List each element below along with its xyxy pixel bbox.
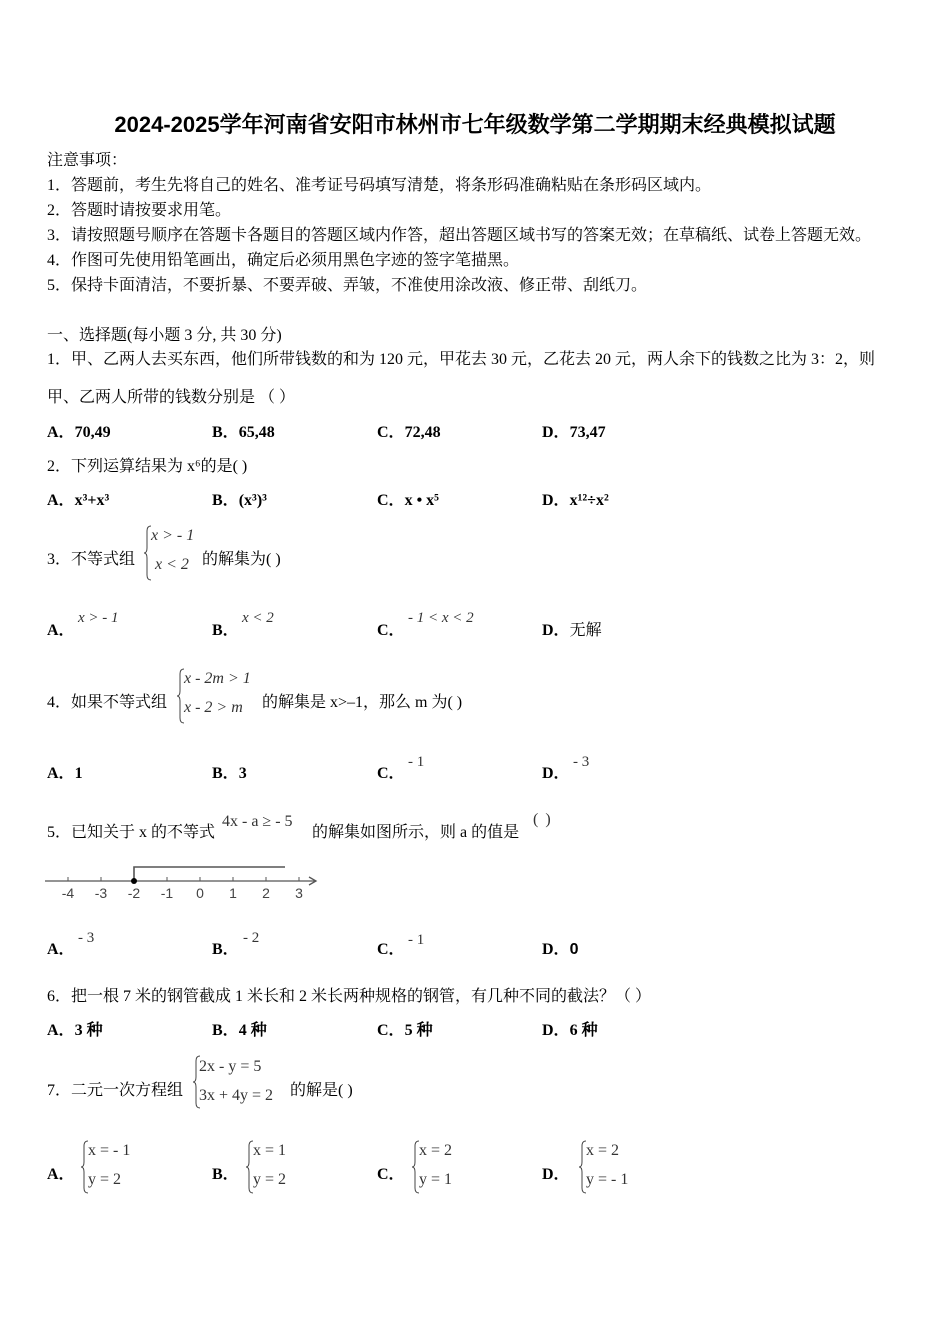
option-label: D． xyxy=(542,622,570,639)
q5-inequality: 4x - a ≥ - 5 xyxy=(222,813,293,830)
q7-option-a-line1: x = - 1 xyxy=(88,1142,131,1159)
q7-option-a-label: A． xyxy=(47,1166,75,1183)
q4-system-line2: x - 2 > m xyxy=(184,699,243,716)
q5-option-b-value: - 2 xyxy=(243,930,260,946)
q7-option-c-line2: y = 1 xyxy=(419,1171,453,1188)
number-line-tick-label: 2 xyxy=(262,885,270,901)
q5-option-a-value: - 3 xyxy=(78,930,95,946)
notice-item-2: 2．答题时请按要求用笔。 xyxy=(47,202,232,219)
option-value: 65,48 xyxy=(238,424,275,441)
q7-option-b-label: B． xyxy=(212,1166,239,1183)
option-value: 3 种 xyxy=(74,1022,103,1039)
number-line-tick-label: -4 xyxy=(61,885,75,901)
notice-item-5: 5．保持卡面清洁，不要折暴、不要弄破、弄皱，不准使用涂改液、修正带、刮纸刀。 xyxy=(47,277,648,294)
q3-option-c-label: C． xyxy=(377,622,405,639)
notice-item-3: 3．请按照题号顺序在答题卡各题目的答题区域内作答，超出答题区域书写的答案无效；在草稿纸、试卷上答题无效。 xyxy=(47,227,872,244)
q2-option-b xyxy=(212,491,267,511)
q7-option-c-line1: x = 2 xyxy=(419,1142,453,1159)
q5-option-b-label: B． xyxy=(212,941,239,958)
solution-endpoint-dot xyxy=(131,878,137,884)
solution-ray xyxy=(134,867,285,881)
q5-option-d xyxy=(542,940,578,960)
option-value: 73,47 xyxy=(569,424,606,441)
option-value: 无解 xyxy=(569,622,602,639)
q7-option-d-line2: y = - 1 xyxy=(586,1171,629,1188)
number-line-tick-label: 1 xyxy=(229,885,237,901)
q3-system-line2: x < 2 xyxy=(155,556,189,573)
option-label: D． xyxy=(542,492,570,509)
q7-system-line2: 3x + 4y = 2 xyxy=(199,1087,274,1104)
q5-option-c-value: - 1 xyxy=(408,932,425,948)
option-value: 3 xyxy=(238,765,247,782)
q6-option-b xyxy=(212,1021,267,1041)
q3-option-b-value: x < 2 xyxy=(242,610,274,626)
option-value: 70,49 xyxy=(74,424,111,441)
q5-stem-prefix: 5．已知关于 x 的不等式 xyxy=(47,824,216,841)
q6-stem: 6．把一根 7 米的钢管截成 1 米长和 2 米长两种规格的钢管，有几种不同的截法？（ ） xyxy=(47,988,652,1005)
number-line-tick-label: -3 xyxy=(94,885,108,901)
q5-stem-suffix: 的解集如图所示，则 a 的值是 xyxy=(312,824,520,841)
q7-option-b-line1: x = 1 xyxy=(253,1142,287,1159)
option-value: 5 种 xyxy=(404,1022,433,1039)
q3-stem-suffix: 的解集为( ) xyxy=(202,551,281,568)
option-value: x • x⁵ xyxy=(404,492,439,509)
option-value: 1 xyxy=(74,765,83,782)
q7-stem-prefix: 7．二元一次方程组 xyxy=(47,1082,184,1099)
option-label: C． xyxy=(377,492,405,509)
option-value: 72,48 xyxy=(404,424,441,441)
notice-item-4: 4．作图可先使用铅笔画出，确定后必须用黑色字迹的签字笔描黑。 xyxy=(47,252,520,269)
q3-option-d xyxy=(542,621,602,641)
q4-stem-prefix: 4．如果不等式组 xyxy=(47,694,168,711)
option-value: x³+x³ xyxy=(74,492,110,509)
q3-option-c-value: - 1 < x < 2 xyxy=(408,610,474,626)
q5-number-line xyxy=(40,855,330,905)
q4-system-line1: x - 2m > 1 xyxy=(184,670,251,687)
option-label: D． xyxy=(542,1022,570,1039)
q4-option-c-label: C． xyxy=(377,765,405,782)
option-value: 6 种 xyxy=(569,1022,598,1039)
q7-option-b-line2: y = 2 xyxy=(253,1171,287,1188)
q2-stem: 2．下列运算结果为 x⁶的是( ) xyxy=(47,458,248,475)
option-label: A． xyxy=(47,424,75,441)
option-label: B． xyxy=(212,1022,239,1039)
option-label: B． xyxy=(212,492,239,509)
number-line-tick-label: 0 xyxy=(196,885,204,901)
option-label: A． xyxy=(47,1022,75,1039)
q5-option-a-label: A． xyxy=(47,941,75,958)
option-value: (x³)³ xyxy=(238,492,267,509)
q5-answer-blank: ( ) xyxy=(533,811,551,828)
q6-option-d xyxy=(542,1021,598,1041)
q3-option-a-value: x > - 1 xyxy=(78,610,119,626)
q7-option-d-label: D． xyxy=(542,1166,570,1183)
option-label: D． xyxy=(542,424,570,441)
q7-stem-suffix: 的解是( ) xyxy=(290,1082,353,1099)
q4-stem-suffix: 的解集是 x>–1，那么 m 为( ) xyxy=(262,694,463,711)
q2-option-c xyxy=(377,491,439,511)
q4-option-c-value: - 1 xyxy=(408,754,425,770)
section-title: 一、选择题(每小题 3 分, 共 30 分) xyxy=(47,327,282,344)
number-line-tick-label: -1 xyxy=(160,885,174,901)
option-label: B． xyxy=(212,424,239,441)
q6-option-a xyxy=(47,1021,103,1041)
q4-option-d-label: D． xyxy=(542,765,570,782)
q2-option-d xyxy=(542,491,609,511)
notice-heading: 注意事项： xyxy=(47,152,128,169)
q1-stem-line2: 甲、乙两人所带的钱数分别是 （ ） xyxy=(47,389,296,406)
q2-option-a xyxy=(47,491,109,511)
q3-option-b-label: B． xyxy=(212,622,239,639)
q7-option-a-line2: y = 2 xyxy=(88,1171,122,1188)
q6-option-c xyxy=(377,1021,433,1041)
option-value: x¹²÷x² xyxy=(569,492,609,509)
q4-option-d-value: - 3 xyxy=(573,754,590,770)
option-value: 4 种 xyxy=(238,1022,267,1039)
q1-option-c xyxy=(377,423,441,443)
q3-stem-prefix: 3．不等式组 xyxy=(47,551,136,568)
q3-option-a-label: A． xyxy=(47,622,75,639)
option-label: A． xyxy=(47,492,75,509)
q4-option-b xyxy=(212,764,247,784)
q1-stem-line1: 1．甲、乙两人去买东西，他们所带钱数的和为 120 元，甲花去 30 元，乙花去 20 元，两人余下的钱数之比为 3：2，则 xyxy=(47,351,876,368)
page-title: 2024-2025学年河南省安阳市林州市七年级数学第二学期期末经典模拟试题 xyxy=(114,112,836,137)
number-line-tick-label: 3 xyxy=(295,885,303,901)
q1-option-d xyxy=(542,423,606,443)
option-value: 0 xyxy=(569,941,579,958)
q5-option-c-label: C． xyxy=(377,941,405,958)
q4-option-a xyxy=(47,764,83,784)
option-label: A． xyxy=(47,765,75,782)
number-line-tick-label: -2 xyxy=(127,885,141,901)
q1-option-b xyxy=(212,423,275,443)
q7-option-d-line1: x = 2 xyxy=(586,1142,620,1159)
notice-item-1: 1．答题前，考生先将自己的姓名、准考证号码填写清楚，将条形码准确粘贴在条形码区域内。 xyxy=(47,177,712,194)
option-label: B． xyxy=(212,765,239,782)
option-label: C． xyxy=(377,1022,405,1039)
q1-option-a xyxy=(47,423,111,443)
option-label: D． xyxy=(542,941,570,958)
q3-system-line1: x > - 1 xyxy=(151,527,195,544)
option-label: C． xyxy=(377,424,405,441)
q7-option-c-label: C． xyxy=(377,1166,405,1183)
q7-system-line1: 2x - y = 5 xyxy=(199,1058,262,1075)
